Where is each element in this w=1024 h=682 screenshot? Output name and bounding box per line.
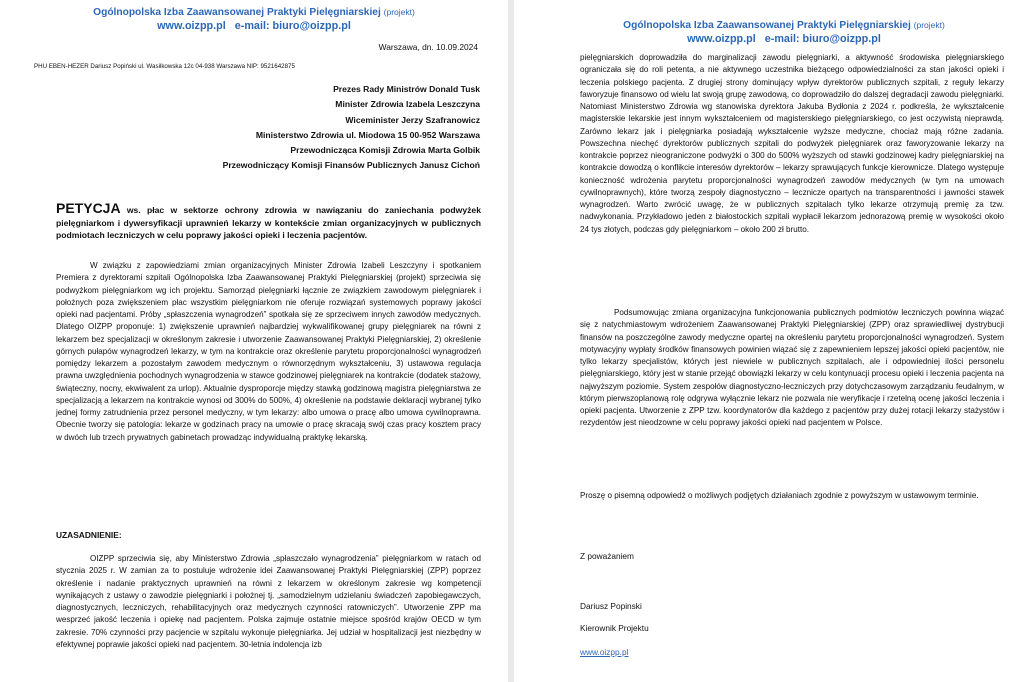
- document-page-left: [0, 0, 508, 682]
- recipient-line: Prezes Rady Ministrów Donald Tusk: [333, 84, 480, 94]
- org-email[interactable]: e-mail: biuro@oizpp.pl: [234, 20, 351, 32]
- org-website[interactable]: www.oizpp.pl: [687, 33, 756, 45]
- petition-title: PETYCJA: [56, 200, 121, 216]
- org-name: [594, 20, 974, 31]
- justification-paragraph: OIZPP sprzeciwia się, aby Ministerstwo Zdrowia „spłaszczało wynagrodzenia” pielęgniarkom w ratach od stycznia 2025 r. W zamian za to postuluje wdrożenie idei Zaawansowanej Praktyki Pielęgniarskiej (ZPP) poprzez określenie i nadanie praktycznych uprawnień na równi z lekarzem w określonym zakresie wg kompetencji wynikających z ustawy o zawodzie pielęgniarki i położnej tj. „samodzielnym udzielaniu świadczeń zapobiegawczych, diagnostycznych, leczniczych, rehabilitacyjnych oraz medycznych czynności ratowniczych”. Utworzenie ZPP ma wesprzeć jakość leczenia i opiekę nad pacjentem. Polska zajmuje ostatnie miejsce spośród krajów OECD w tym zakresie. 70% czynności przy pacjencie w szpitalu wykonuje pielęgniarka. Jej udział w hospitalizacji jest niezbędny w efektywnej poprawie jakości opieki nad pacjentem. 30-letnia indolencja izb: [56, 554, 481, 649]
- letterhead-left: [64, 7, 444, 32]
- justification-heading: UZASADNIENIE:: [56, 530, 122, 540]
- petition-heading: [56, 202, 481, 242]
- org-website[interactable]: www.oizpp.pl: [157, 20, 226, 32]
- intro-paragraph: W związku z zapowiedziami zmian organizacyjnych Minister Zdrowia Izabeli Leszczyny i spotkaniem Premiera z dyrektorami szpitali Ogólnopolska Izba Zaawansowanej Praktyki Pielęgniarskiej (projekt) sprzeciwia się podwyżkom pielęgniarkom wg ich projektu. Samorząd pielęgniarki łącznie ze związkiem zawodowym pielęgniarek i położnych poza zwiększeniem płac wszystkim pielęgniarkom nie oferuje rozwiązań systemowych poprawy jakości opieki nad pacjentami. Próby „spłaszczenia wynagrodzeń” spotkała się ze sprzeciwem innych zawodów medycznych. Dlatego OIZPP proponuje: 1) zwiększenie uprawnień najbardziej wykwalifikowanej grupy pielęgniarek na równi z lekarzem bez specjalizacji w określonym zakresie i utworzenie Zaawansowanej Praktyki Pielęgniarskiej, 2) określenie górnych pułapów wynagrodzeń lekarzy, w tym na kontrakcie oraz określenie parytetu proporcjonalności wynagrodzeń pomiędzy lekarzem a pozostałym zawodem medycznym o równorzędnym wykształceniu, 3) ustawowa regulacja prawna uwzględnienia pochodnych wynagrodzenia w stawce godzinowej pielęgniarek na kontrakcie (dodatek stażowy, świąteczny, nocny, ekwiwalent za urlop). Aktualnie dysproporcje między stawką godzinową magistra pielęgniarstwa ze specjalizacją a lekarzem na kontrakcie wynosi od 300% do 500%, 4) określenie na podstawie deklaracji wybranej tylko jednej formy zatrudnienia przez personel medyczny, w tym lekarzy: albo umowa o pracę albo umowa cywilnoprawna. Obecnie tworzy się patologia: lekarze w godzinach pracy na umowie o pracę skracają swój czas pracy kosztem pracy w dwóch lub trzech prywatnych gabinetach prowadząc indywidualną praktykę lekarską.: [56, 261, 481, 442]
- letter-date: Warszawa, dn. 10.09.2024: [378, 42, 478, 52]
- org-name-text: Ogólnopolska Izba Zaawansowanej Praktyki Pielęgniarskiej: [93, 7, 381, 18]
- document-page-right: [514, 0, 1024, 682]
- org-name-text: Ogólnopolska Izba Zaawansowanej Praktyki Pielęgniarskiej: [623, 20, 911, 31]
- recipient-line: Minister Zdrowia Izabela Leszczyna: [335, 99, 480, 110]
- org-contact: [594, 33, 974, 45]
- letterhead-right: [594, 20, 974, 45]
- recipient-line: Przewodnicząca Komisji Zdrowia Marta Golbik: [290, 145, 480, 156]
- footer-link[interactable]: www.oizpp.pl: [580, 647, 629, 657]
- continuation-paragraph: pielęgniarskich doprowadziła do marginalizacji zawodu pielęgniarki, a aktywność środowiska pielęgniarskiego ograniczała się do roli petenta, a nie aktywnego uczestnika bieżącego odpowiedzialności za stan jakości opieki i leczenia polskiego pacjenta. Z drugiej strony dominujący wpływ dyrektorów publicznych szpitali, z reguły lekarzy faworyzuje finansowo od wielu lat swoją grupę zawodową, co doprowadziło do dalszej degradacji zawodu pielęgniarki. Natomiast Ministerstwo Zdrowia wg stanowiska dyrektora Jakuba Bydłonia z 2024 r. podkreśla, że wykształcenie magisterskie lekarskie jest innym wykształceniem od magisterskiego pielęgniarskiego, co jest oczywistą nieprawdą. Zarówno lekarz jak i pielęgniarka posiadają wykształcenie wyższe medyczne, chociaż mają różne zadania. Powszechna niechęć dyrektorów publicznych szpitali do podwyżek pielęgniarek oraz faworyzowanie lekarzy na kontrakcie poprzez nieograniczone podwyżki o 300 do 500% wyższych od stawki godzinowej kadry pielęgniarskiej na kontrakcie dowodzą o konflikcie interesów dyrektorów – lekarzy sprawujących funkcje kierownicze. Dlatego występuje konieczność wdrożenia parytetu proporcjonalności wynagrodzeń zawodów medycznych (w tym na umowach cywilnoprawnych), które tworzą zespoły diagnostyczno – lecznicze opartych na transparentności i jawności stawek wynagrodzeń. Warto zwrócić uwagę, że w publicznych szpitalach tylko lekarze otrzymują premię za tzw. nadwykonania. Przykładowo jeden z białostockich szpitali wypłacił lekarzom jednorazową premię w wysokości około 24 tys złotych, podczas gdy pielęgniarkom – około 200 zł brutto.: [580, 53, 1004, 234]
- sender-address: PHU EBEN-HEZER Dariusz Popiński ul. Wasilkowska 12c 04-938 Warszawa NIP: 9521642875: [34, 63, 295, 70]
- recipient-list: [223, 82, 480, 174]
- org-name-suffix: (projekt): [913, 20, 945, 30]
- request-paragraph: Proszę o pisemną odpowiedź o możliwych podjętych działaniach zgodnie z powyższym w ustawowym terminie.: [580, 491, 979, 500]
- org-contact: [64, 20, 444, 32]
- signer-name: Dariusz Popinski: [580, 601, 642, 611]
- petition-subject: ws. płac w sektorze ochrony zdrowia w nawiązaniu do zaniechania podwyżek pielęgniarkom i dywersyfikacji uprawnień lekarzy w kontekście zmian organizacyjnych w publicznych podmiotach leczniczych w celu poprawy jakości opieki i leczenia pacjentów.: [56, 205, 481, 241]
- recipient-line: Ministerstwo Zdrowia ul. Miodowa 15 00-952 Warszawa: [255, 129, 480, 140]
- org-name: [64, 7, 444, 18]
- closing-salutation: Z poważaniem: [580, 551, 634, 561]
- recipient-line: Przewodniczący Komisji Finansów Publicznych Janusz Cichoń: [222, 160, 480, 171]
- org-name-suffix: (projekt): [383, 7, 415, 17]
- recipient-line: Wiceminister Jerzy Szafranowicz: [345, 114, 480, 125]
- signer-title: Kierownik Projektu: [580, 623, 649, 633]
- summary-paragraph: Podsumowując zmiana organizacyjna funkcjonowania publicznych podmiotów leczniczych powinna wiązać się z natychmiastowym wdrożeniem Zaawansowanej Praktyki Pielęgniarskiej (ZPP) oraz sprawiedliwej dystrybucji finansów na poszczególne zawody medyczne opartej na określeniu parytetu proporcjonalności wynagrodzeń. System motywacyjny wypłaty środków finansowych powinien wiązać się z zapewnieniem lepszej jakości opieki pacjentów, nie tylko lekarzy specjalistów, których jest niewiele w publicznych szpitalach, ale i odpowiedniej ilości personelu pielęgniarskiego, który jest w stanie przejąć obowiązki lekarzy w celu kontynuacji procesu opieki i leczenia pacjenta na najwyższym poziomie. System zespołów diagnostyczno-leczniczych przy dotychczasowym zarządzaniu feudalnym, w którym pierwszoplanową rolę odgrywa wyłącznie lekarz nie pozwala nie weryfikacje i rzetelną ocenę jakości leczenia i opieki pacjenta. Utworzenie z ZPP tzw. koordynatorów dla każdego z pacjentów przy dużej rotacji lekarzy stażystów i rezydentów jest nieodzowne w celu poprawy jakości opieki nad pacjentem w Polsce.: [580, 308, 1004, 428]
- org-email[interactable]: e-mail: biuro@oizpp.pl: [764, 33, 881, 45]
